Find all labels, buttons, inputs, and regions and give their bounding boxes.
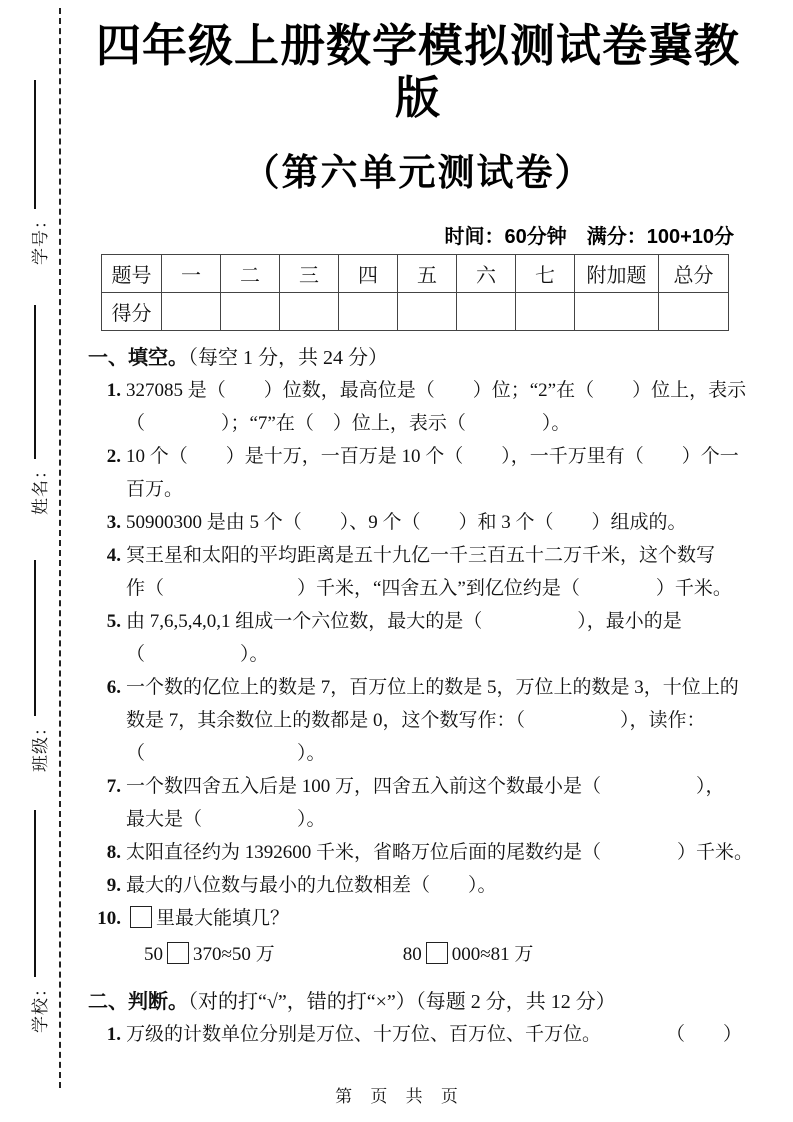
score-table-header-cell: 总分: [659, 255, 729, 293]
question-line: 10 个（ ）是十万，一百万是 10 个（ ），一千万里有（ ）个一: [126, 446, 739, 467]
score-table-score-cell: [659, 293, 729, 331]
score-table-score-cell: [516, 293, 575, 331]
question-line: 百万。: [126, 479, 184, 500]
score-table-score-cell: [457, 293, 516, 331]
question-number: 7.: [106, 776, 121, 797]
question-number: 1.: [106, 380, 121, 401]
question-number: 10.: [97, 908, 121, 929]
question-line: 作（ ）千米，“四舍五入”到亿位约是（ ）千米。: [126, 578, 732, 599]
fill-question-10: [88, 902, 748, 975]
question-number: 8.: [106, 842, 121, 863]
name-label: 姓名：: [30, 461, 50, 515]
score-table-score-cell: [339, 293, 398, 331]
question-line: 由 7,6,5,4,0,1 组成一个六位数，最大的是（ ），最小的是: [126, 611, 682, 632]
question-number: 4.: [106, 545, 121, 566]
score-table-header-cell: 一: [162, 255, 221, 293]
school-label: 学校：: [30, 979, 50, 1033]
fill-question-3: [88, 506, 748, 539]
section-judge-note: （对的打“√”，错的打“×”）（每题 2 分，共 12 分）: [188, 991, 616, 1013]
score-table: [101, 254, 729, 331]
paper-title: 四年级上册数学模拟测试卷冀教版: [95, 20, 740, 123]
question-line: （ ）；“7”在（ ）位上，表示（ ）。: [126, 413, 571, 434]
score-table-header-cell: 三: [280, 255, 339, 293]
fill-question-6: [88, 671, 748, 770]
score-table-header-cell: 附加题: [575, 255, 659, 293]
time-and-score-info: 时间：60分钟 满分：100+10分: [444, 226, 734, 248]
fill-question-1: [88, 374, 748, 440]
name-blank-line: [34, 305, 36, 459]
score-table-header-cell: 四: [339, 255, 398, 293]
fill-question-4: [88, 539, 748, 605]
score-table-score-row: [102, 293, 729, 331]
score-row-label: 得分: [102, 293, 162, 331]
question-number: 3.: [106, 512, 121, 533]
judge-question-1: [88, 1018, 748, 1051]
question-line: 里最大能填几？: [126, 902, 748, 935]
fill-question-7: [88, 770, 748, 836]
score-table-header-cell: 二: [221, 255, 280, 293]
fill-box: [426, 942, 448, 964]
score-table-score-cell: [221, 293, 280, 331]
question-line: 最大是（ ）。: [126, 809, 326, 830]
section-fill-heading: [88, 342, 748, 374]
fill-question-5: [88, 605, 748, 671]
question-number: 9.: [106, 875, 121, 896]
class-blank-line: [34, 560, 36, 716]
question-number: 6.: [106, 677, 121, 698]
fill-equations-row: [126, 935, 748, 975]
main-content: [88, 0, 754, 1051]
score-table-header-cell: 六: [457, 255, 516, 293]
question-line: 万级的计数单位分别是万位、十万位、百万位、千万位。: [126, 1024, 602, 1045]
answer-blank: （ ）: [665, 1024, 742, 1045]
question-line: （ ）。: [126, 743, 326, 764]
question-line: 50900300 是由 5 个（ ）、9 个（ ）和 3 个（ ）组成的。: [126, 512, 687, 533]
question-line: 最大的八位数与最小的九位数相差（ ）。: [126, 875, 497, 896]
question-line: 太阳直径约为 1392600 千米，省略万位后面的尾数约是（ ）千米。: [126, 842, 754, 863]
score-table-score-cell: [398, 293, 457, 331]
fill-equation: 50 370≈50 万: [144, 944, 275, 965]
fill-box: [130, 906, 152, 928]
score-table-score-cell: [162, 293, 221, 331]
fill-question-2: [88, 440, 748, 506]
section-fill-title: 一、填空。: [88, 347, 188, 369]
question-line: 327085 是（ ）位数，最高位是（ ）位；“2”在（ ）位上，表示: [126, 380, 747, 401]
student-id-label: 学号：: [30, 211, 50, 265]
tear-dashed-line: [59, 8, 61, 1088]
sidebar-field-student-id: [22, 80, 54, 265]
sidebar-field-class: [22, 560, 54, 772]
sidebar-field-school: [22, 810, 54, 1033]
question-line: （ ）。: [126, 644, 269, 665]
question-number: 1.: [106, 1024, 121, 1045]
question-line: 一个数四舍五入后是 100 万，四舍五入前这个数最小是（ ），: [126, 776, 725, 797]
score-table-header-cell: 题号: [102, 255, 162, 293]
student-id-blank-line: [34, 80, 36, 209]
fill-box: [167, 942, 189, 964]
section-fill-note: （每空 1 分，共 24 分）: [188, 347, 388, 369]
paper-subtitle: （第六单元测试卷）: [242, 152, 594, 193]
question-line: 一个数的亿位上的数是 7，百万位上的数是 5，万位上的数是 3，十位上的: [126, 677, 739, 698]
fill-question-9: [88, 869, 748, 902]
question-line: 数是 7，其余数位上的数都是 0，这个数写作：（ ），读作：: [126, 710, 706, 731]
school-blank-line: [34, 810, 36, 977]
fill-question-8: [88, 836, 754, 869]
section-judge-title: 二、判断。: [88, 991, 188, 1013]
question-number: 2.: [106, 446, 121, 467]
score-table-header-cell: 七: [516, 255, 575, 293]
question-line: 冥王星和太阳的平均距离是五十九亿一千三百五十二万千米，这个数写: [126, 545, 716, 566]
score-table-header-row: [102, 255, 729, 293]
fill-equation: 80 000≈81 万: [402, 944, 534, 965]
section-judge-heading: [88, 986, 748, 1018]
question-number: 5.: [106, 611, 121, 632]
score-table-score-cell: [280, 293, 339, 331]
sidebar-field-name: [22, 305, 54, 515]
score-table-score-cell: [575, 293, 659, 331]
score-table-header-cell: 五: [398, 255, 457, 293]
page-footer: 第 页 共 页: [335, 1087, 458, 1106]
class-label: 班级：: [30, 718, 50, 772]
